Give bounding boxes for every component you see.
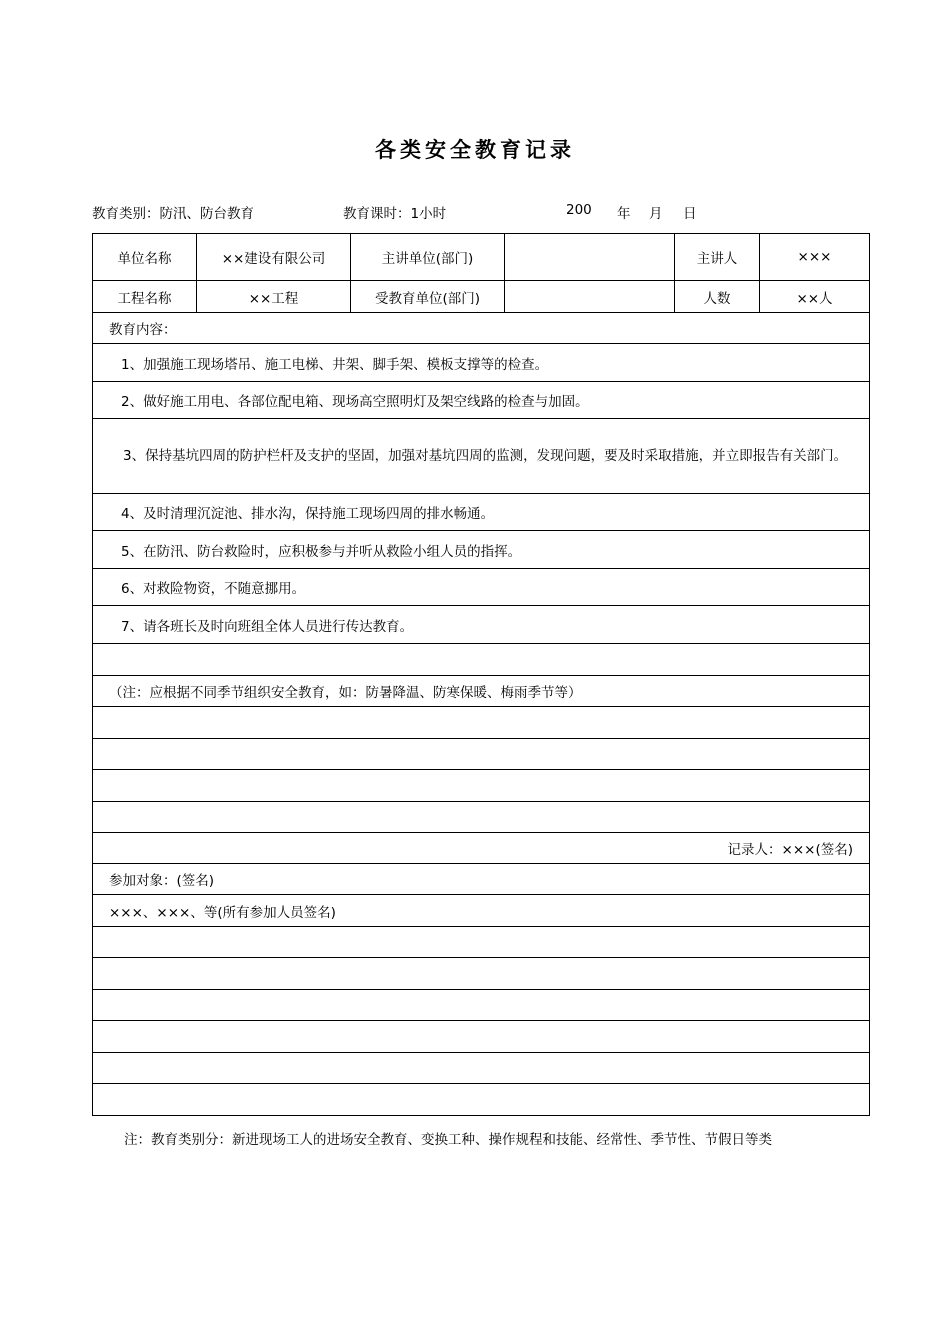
date-year: 200 (566, 202, 592, 218)
blank-row[interactable] (93, 1053, 870, 1084)
blank-row[interactable] (93, 990, 870, 1021)
table-row (93, 644, 870, 676)
table-row (93, 494, 870, 531)
table-row (93, 531, 870, 569)
content-item-1: 1、加强施工现场塔吊、施工电梯、井架、脚手架、模板支撑等的检查。 (93, 344, 870, 382)
content-item-5: 5、在防汛、防台救险时，应积极参与并听从救险小组人员的指挥。 (93, 531, 870, 569)
date-year-label: 年 (617, 206, 631, 222)
unit-name-value[interactable]: ××建设有限公司 (197, 234, 351, 281)
table-row (93, 1053, 870, 1084)
content-item-3: 3、保持基坑四周的防护栏杆及支护的坚固，加强对基坑四周的监测，发现问题，要及时采取措施，并立即报告有关部门。 (93, 419, 870, 494)
blank-row[interactable] (93, 644, 870, 676)
table-row (93, 990, 870, 1021)
date-day-label: 日 (683, 206, 697, 222)
project-name-label: 工程名称 (93, 281, 197, 313)
table-row (93, 419, 870, 494)
participants-label: 参加对象：(签名) (93, 864, 870, 895)
lecturer-unit-label: 主讲单位(部门) (351, 234, 505, 281)
content-item-6: 6、对救险物资，不随意挪用。 (93, 569, 870, 606)
table-row (93, 676, 870, 707)
blank-row[interactable] (93, 1021, 870, 1053)
table-row (93, 707, 870, 739)
recorder-signature[interactable]: 记录人：×××(签名) (93, 833, 870, 864)
blank-row[interactable] (93, 927, 870, 958)
table-row (93, 739, 870, 770)
table-row (93, 927, 870, 958)
table-row-unit (93, 234, 870, 281)
table-row (93, 1084, 870, 1116)
table-row (93, 864, 870, 895)
category-footnote: 注：教育类别分：新进现场工人的进场安全教育、变换工种、操作规程和技能、经常性、季节性、节假日等类 (124, 1132, 772, 1148)
blank-row[interactable] (93, 707, 870, 739)
blank-row[interactable] (93, 770, 870, 802)
education-record-table (92, 233, 870, 1116)
table-row (93, 770, 870, 802)
table-row (93, 833, 870, 864)
table-row (93, 802, 870, 833)
blank-row[interactable] (93, 1084, 870, 1116)
table-row (93, 895, 870, 927)
lecturer-unit-value[interactable] (505, 234, 675, 281)
table-row (93, 606, 870, 644)
lecturer-label: 主讲人 (675, 234, 760, 281)
table-row (93, 382, 870, 419)
participants-value[interactable]: ×××、×××、等(所有参加人员签名) (93, 895, 870, 927)
table-row-project (93, 281, 870, 313)
blank-row[interactable] (93, 958, 870, 990)
table-row (93, 569, 870, 606)
lecturer-value[interactable]: ××× (760, 234, 870, 281)
table-row (93, 958, 870, 990)
table-row (93, 1021, 870, 1053)
trainee-unit-label: 受教育单位(部门) (351, 281, 505, 313)
project-name-value[interactable]: ××工程 (197, 281, 351, 313)
page-title: 各类安全教育记录 (375, 138, 575, 162)
content-label: 教育内容： (93, 313, 870, 344)
date-month-label: 月 (649, 206, 663, 222)
table-row (93, 313, 870, 344)
seasonal-note: （注：应根据不同季节组织安全教育，如：防暑降温、防寒保暖、梅雨季节等） (93, 676, 870, 707)
content-item-2: 2、做好施工用电、各部位配电箱、现场高空照明灯及架空线路的检查与加固。 (93, 382, 870, 419)
trainee-unit-value[interactable] (505, 281, 675, 313)
blank-row[interactable] (93, 802, 870, 833)
content-item-4: 4、及时清理沉淀池、排水沟，保持施工现场四周的排水畅通。 (93, 494, 870, 531)
headcount-label: 人数 (675, 281, 760, 313)
unit-name-label: 单位名称 (93, 234, 197, 281)
blank-row[interactable] (93, 739, 870, 770)
content-item-7: 7、请各班长及时向班组全体人员进行传达教育。 (93, 606, 870, 644)
education-category: 教育类别：防汛、防台教育 (92, 206, 254, 222)
headcount-value[interactable]: ××人 (760, 281, 870, 313)
table-row (93, 344, 870, 382)
education-hours: 教育课时：1小时 (343, 206, 447, 222)
